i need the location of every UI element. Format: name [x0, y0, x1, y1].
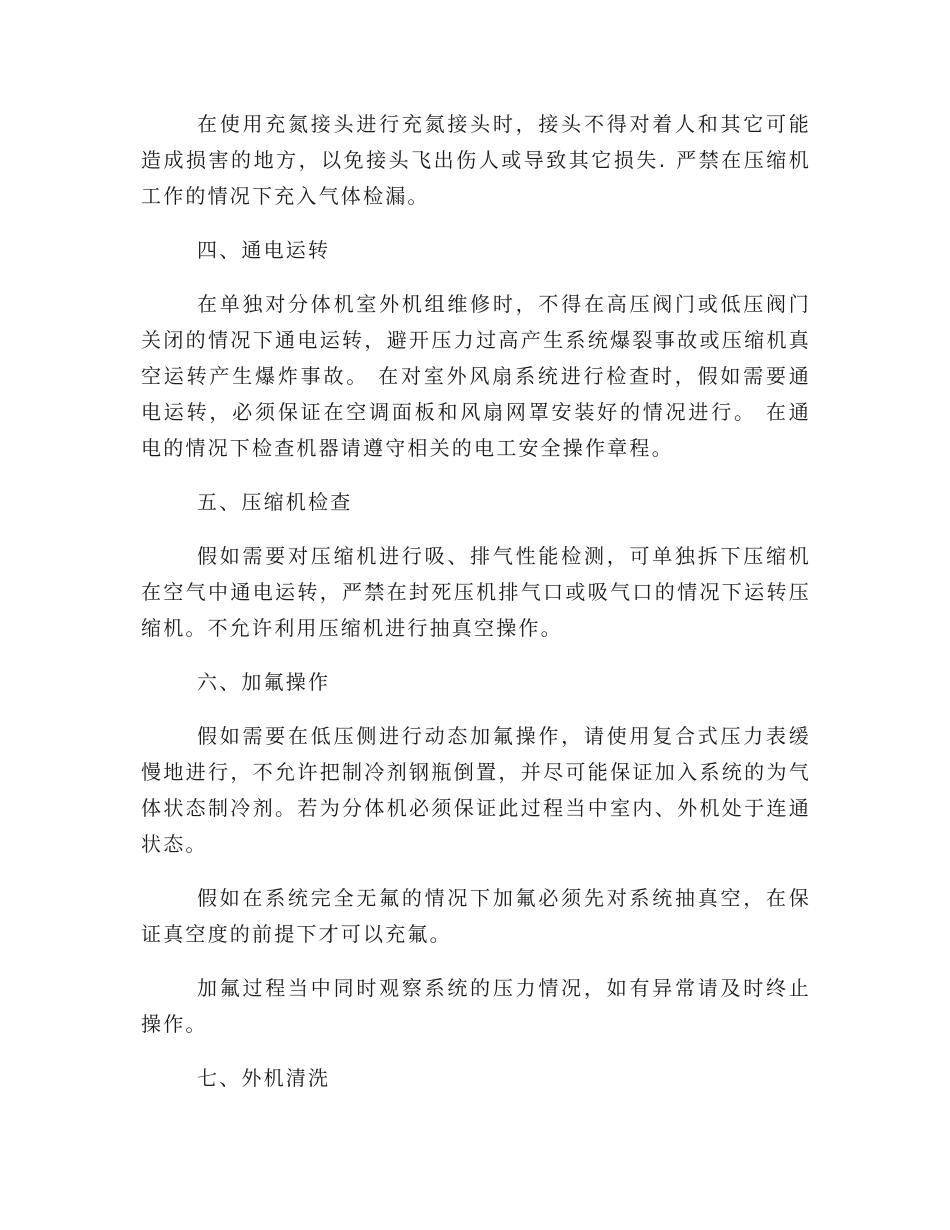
paragraph-compressor-check: 假如需要对压缩机进行吸、排气性能检测，可单独拆下压缩机在空气中通电运转，严禁在封死压机排气口或吸气口的情况下运转压缩机。不允许利用压缩机进行抽真空操作。	[141, 544, 811, 640]
section-heading-refrigerant-charging: 六、加氟操作	[197, 670, 331, 694]
paragraph-power-on-operation: 在单独对分体机室外机组维修时，不得在高压阀门或低压阀门关闭的情况下通电运转，避开压力过高产生系统爆裂事故或压缩机真空运转产生爆炸事故。 在对室外风扇系统进行检查时，假如需要通电运转，必须保证在空调面板和风扇网罩安装好的情况进行。 在通电的情况下检查机器请遵守相关的电工安全操作章程。	[141, 292, 811, 460]
document-body	[141, 106, 811, 1114]
paragraph-vacuum-before-charging: 假如在系统完全无氟的情况下加氟必须先对系统抽真空，在保证真空度的前提下才可以充氟。	[141, 886, 811, 946]
paragraph-nitrogen-connector: 在使用充氮接头进行充氮接头时，接头不得对着人和其它可能造成损害的地方，以免接头飞出伤人或导致其它损失. 严禁在压缩机工作的情况下充入气体检漏。	[141, 112, 811, 208]
section-heading-outdoor-unit-cleaning: 七、外机清洗	[197, 1066, 331, 1090]
section-heading-power-on: 四、通电运转	[197, 238, 331, 262]
paragraph-dynamic-charging: 假如需要在低压侧进行动态加氟操作，请使用复合式压力表缓慢地进行，不允许把制冷剂钢瓶倒置，并尽可能保证加入系统的为气体状态制冷剂。若为分体机必须保证此过程当中室内、外机处于连通状态。	[141, 724, 811, 856]
section-heading-compressor-check: 五、压缩机检查	[197, 490, 353, 514]
paragraph-pressure-monitoring: 加氟过程当中同时观察系统的压力情况，如有异常请及时终止操作。	[141, 976, 811, 1036]
